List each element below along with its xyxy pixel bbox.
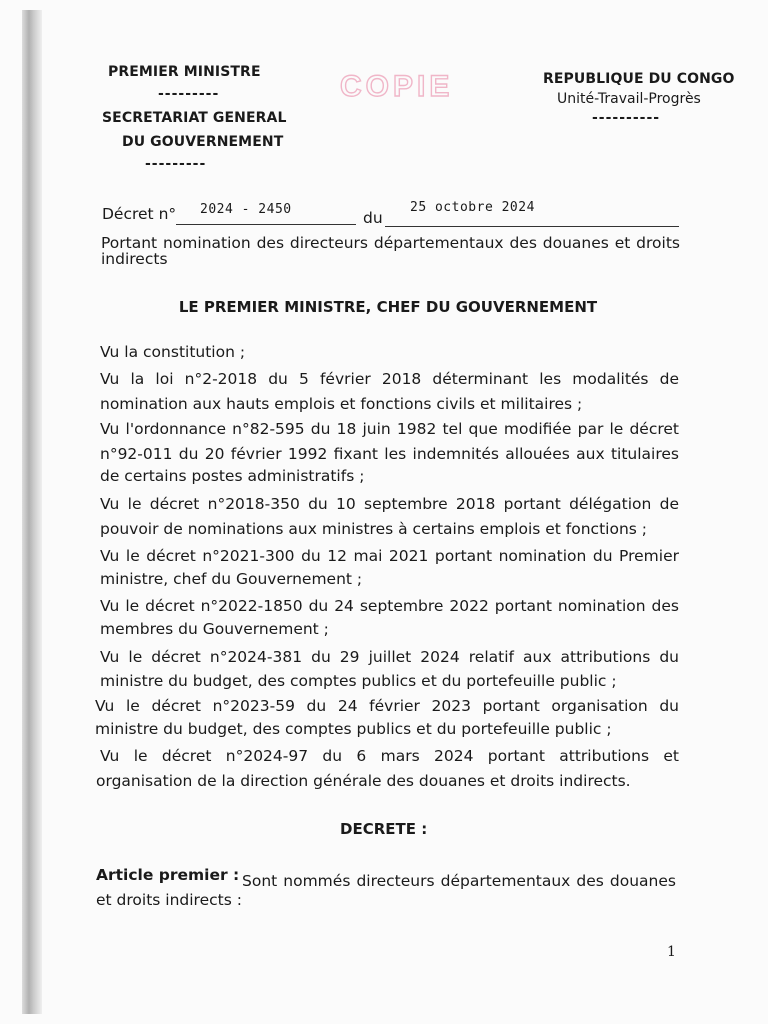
visa-line: ministre du budget, des comptes publics et du portefeuille public ; (100, 672, 617, 690)
decree-subject-line2: indirects (101, 250, 168, 268)
visa-line: organisation de la direction générale des douanes et droits indirects. (96, 772, 631, 790)
visa-line: n°92-011 du 20 février 1992 fixant les indemnités allouées aux titulaires (100, 445, 679, 463)
visa-line: Vu le décret n°2024-381 du 29 juillet 2024 relatif aux attributions du (100, 648, 679, 666)
decree-number-underline (176, 224, 356, 225)
page-number: 1 (667, 944, 676, 960)
visa-line: membres du Gouvernement ; (100, 620, 329, 638)
visa-line: Vu le décret n°2023-59 du 24 février 2023 portant organisation du (95, 697, 679, 715)
header-premier-ministre: PREMIER MINISTRE (108, 64, 261, 80)
article-text-line2: et droits indirects : (96, 891, 242, 909)
header-right-separator: ---------- (592, 110, 661, 126)
copie-stamp: COPIE (340, 70, 454, 103)
decree-number-label: Décret n° (102, 205, 177, 223)
visa-line: Vu le décret n°2021-300 du 12 mai 2021 portant nomination du Premier (100, 547, 679, 565)
header-republique: REPUBLIQUE DU CONGO (543, 71, 735, 87)
header-secretariat-line2: DU GOUVERNEMENT (122, 134, 284, 150)
authority-title: LE PREMIER MINISTRE, CHEF DU GOUVERNEMENT (178, 298, 598, 316)
decree-date: 25 octobre 2024 (410, 200, 535, 215)
visa-line: ministre du budget, des comptes publics et du portefeuille public ; (95, 720, 612, 738)
decree-subject-line1: Portant nomination des directeurs départementaux des douanes et droits (101, 234, 680, 252)
header-devise: Unité-Travail-Progrès (557, 91, 701, 107)
header-left-separator-2: --------- (145, 156, 207, 172)
article-text-line1: Sont nommés directeurs départementaux des douanes (242, 872, 676, 890)
header-secretariat-line1: SECRETARIAT GENERAL (102, 110, 287, 126)
visa-line: Vu la constitution ; (100, 343, 246, 361)
visa-line: Vu le décret n°2018-350 du 10 septembre 2018 portant délégation de (100, 495, 679, 513)
decree-date-label: du (363, 209, 383, 227)
visa-line: Vu le décret n°2022-1850 du 24 septembre 2022 portant nomination des (100, 597, 679, 615)
visa-line: nomination aux hauts emplois et fonctions civils et militaires ; (100, 395, 583, 413)
header-left-separator-1: --------- (158, 86, 220, 102)
article-label: Article premier : (96, 866, 240, 884)
decree-number: 2024 - 2450 (200, 202, 292, 217)
visa-line: Vu l'ordonnance n°82-595 du 18 juin 1982 tel que modifiée par le décret (100, 420, 679, 438)
scan-edge-shadow (22, 10, 42, 1014)
visa-line: de certains postes administratifs ; (100, 467, 365, 485)
visa-line: Vu le décret n°2024-97 du 6 mars 2024 portant attributions et (100, 747, 679, 765)
decree-date-underline (385, 226, 679, 227)
decrete-title: DECRETE : (340, 820, 428, 838)
visa-line: pouvoir de nominations aux ministres à certains emplois et fonctions ; (100, 520, 647, 538)
visa-line: Vu la loi n°2-2018 du 5 février 2018 déterminant les modalités de (100, 370, 679, 388)
visa-line: ministre, chef du Gouvernement ; (100, 570, 363, 588)
